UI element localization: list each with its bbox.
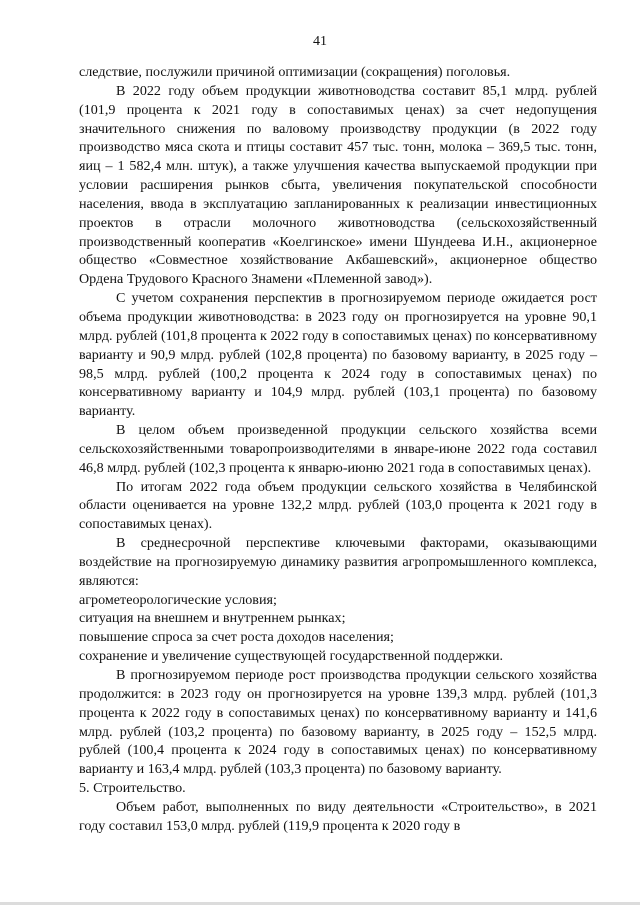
section-heading: 5. Строительство. — [79, 780, 186, 797]
paragraph: В целом объем произведенной продукции сельского хозяйства всеми сельскохозяйственными товаропроизводителями в январе-июне 2022 года составил 46,8 млрд. рублей (102,3 процента к январю-июню 2021 года в сопоставимых ценах). — [79, 422, 597, 476]
paragraph: В среднесрочной перспективе ключевыми факторами, оказывающими воздействие на прогнозируемую динамику развития агропромышленного комплекса, являются: — [79, 535, 597, 589]
paragraph: следствие, послужили причиной оптимизации (сокращения) поголовья. — [79, 64, 511, 80]
body-text — [79, 63, 597, 836]
paragraph: Объем работ, выполненных по виду деятельности «Строительство», в 2021 году составил 153,0 млрд. рублей (119,9 процента к 2020 году в — [79, 798, 597, 834]
page-number: 41 — [313, 34, 327, 49]
list-item: ситуация на внешнем и внутреннем рынках; — [79, 610, 346, 627]
list-item: повышение спроса за счет роста доходов населения; — [79, 629, 394, 646]
paragraph: В 2022 году объем продукции животноводства составит 85,1 млрд. рублей (101,9 процента к 2021 году в сопоставимых ценах) за счет недопущения значительного снижения по валовому производству продукции (в 2022 году производство мяса скота и птицы составит 457 тыс. тонн, молока – 369,5 тыс. тонн, яиц – 1 582,4 млн. штук), а также улучшения качества выпускаемой продукции при условии расширения рынков сбыта, увеличения покупательской способности населения, ввода в эксплуатацию запланированных к реализации инвестиционных проектов в отрасли молочного животноводства (сельскохозяйственный производственный кооператив «Коелгинское» имени Шундеева И.Н., акционерное общество «Совместное хозяйствование Акбашевский», акционерное общество Ордена Трудового Красного Знамени «Племенной завод»). — [79, 82, 597, 288]
paragraph: В прогнозируемом периоде рост производства продукции сельского хозяйства продолжится: в 2023 году он прогнозируется на уровне 139,3 млрд. рублей (101,3 процента к 2022 году в сопоставимых ценах) по консервативному варианту и 141,6 млрд. рублей (103,2 процента) по базовому варианту, в 2025 году – 152,5 млрд. рублей (100,4 процента к 2024 году в сопоставимых ценах) по консервативному варианту и 163,4 млрд. рублей (103,3 процента) по базовому варианту. — [79, 667, 597, 778]
paragraph: По итогам 2022 года объем продукции сельского хозяйства в Челябинской области оценивается на уровне 132,2 млрд. рублей (103,0 процента к 2021 году в сопоставимых ценах). — [79, 478, 597, 533]
list-item: сохранение и увеличение существующей государственной поддержки. — [79, 648, 504, 665]
list-item: агрометеорологические условия; — [79, 591, 277, 608]
paragraph: С учетом сохранения перспектив в прогнозируемом периоде ожидается рост объема продукции животноводства: в 2023 году он прогнозируется на уровне 90,1 млрд. рублей (101,8 процента к 2022 году в сопоставимых ценах) по консервативному варианту и 90,9 млрд. рублей (102,8 процента) по базовому варианту, в 2025 году – 98,5 млрд. рублей (100,2 процента к 2024 году в сопоставимых ценах) по консервативному варианту и 104,9 млрд. рублей (103,1 процента) по базовому варианту. — [79, 290, 597, 420]
